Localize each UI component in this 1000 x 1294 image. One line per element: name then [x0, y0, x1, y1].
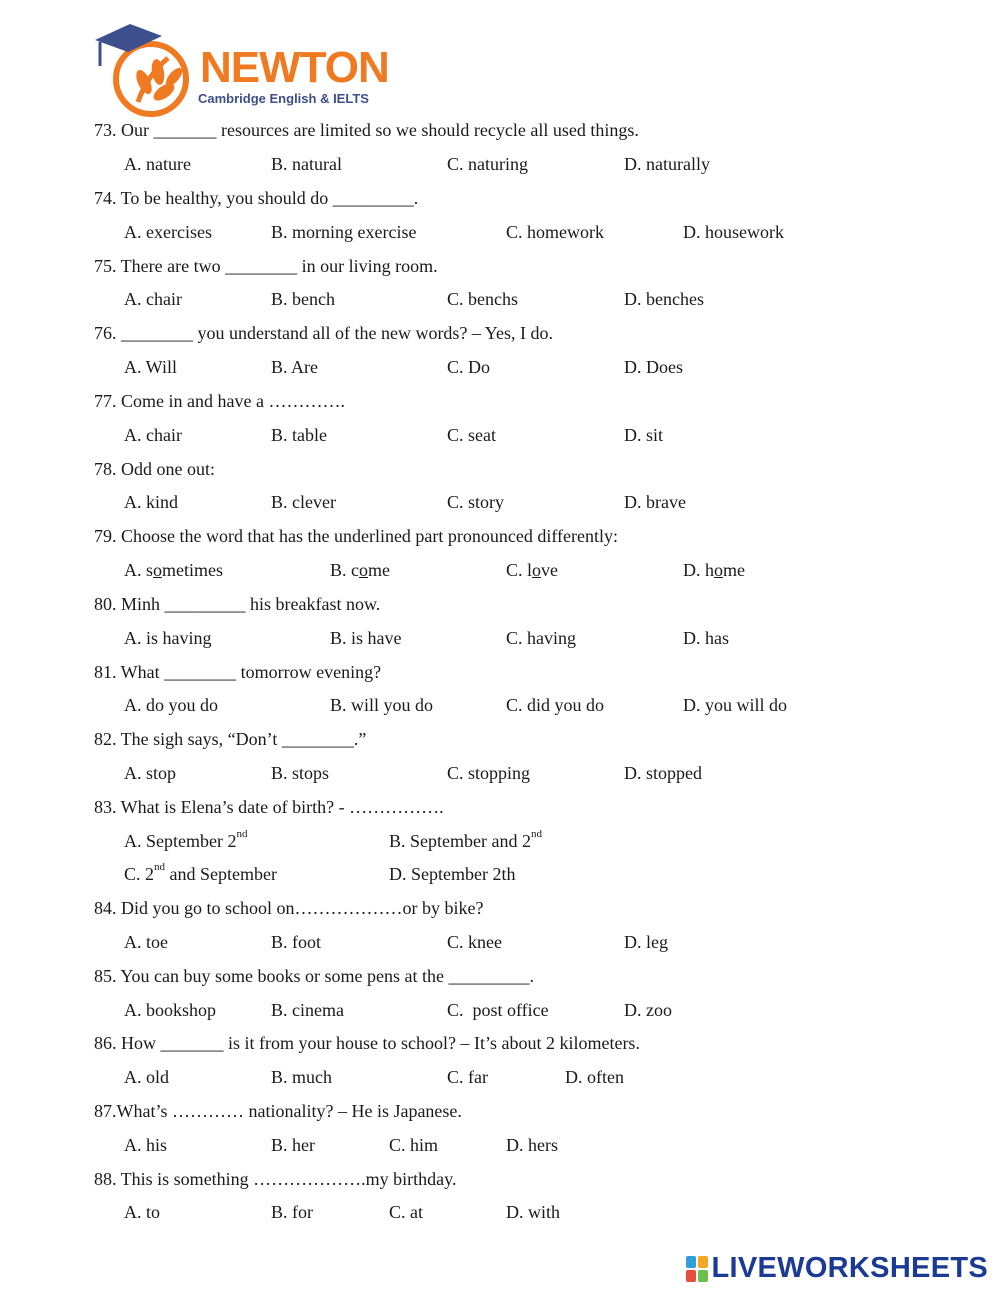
option-74-c[interactable]: C. homework	[506, 222, 604, 242]
option-73-d[interactable]: D. naturally	[624, 154, 710, 174]
question-87: 87.What’s ………… nationality? – He is Japanese.	[94, 1101, 462, 1121]
option-79-b-pre: B. c	[330, 560, 359, 580]
question-73: 73. Our _______ resources are limited so we should recycle all used things.	[94, 120, 639, 140]
option-83-a-sup: nd	[236, 828, 248, 840]
option-78-a[interactable]: A. kind	[124, 492, 178, 512]
option-82-b[interactable]: B. stops	[271, 763, 330, 783]
option-76-d[interactable]: D. Does	[624, 357, 683, 377]
option-73-a[interactable]: A. nature	[124, 154, 191, 174]
option-79-b-underlined: o	[359, 560, 368, 580]
option-75-a[interactable]: A. chair	[124, 289, 182, 309]
option-79-c-pre: C. l	[506, 560, 533, 580]
option-82-a[interactable]: A. stop	[124, 763, 177, 783]
option-79-c-post: ve	[541, 560, 559, 580]
option-88-b[interactable]: B. for	[271, 1202, 313, 1222]
option-83-c-sup: nd	[154, 861, 166, 873]
option-80-d[interactable]: D. has	[683, 628, 729, 648]
option-79-d[interactable]	[683, 561, 745, 579]
option-78-c[interactable]: C. story	[447, 492, 505, 512]
option-76-c[interactable]: C. Do	[447, 357, 491, 377]
logo-subtitle: Cambridge English & IELTS	[198, 91, 369, 106]
option-82-c[interactable]: C. stopping	[447, 763, 531, 783]
liveworksheets-text: LIVEWORKSHEETS	[711, 1252, 988, 1284]
question-78: 78. Odd one out:	[94, 459, 215, 479]
option-81-b[interactable]: B. will you do	[330, 695, 434, 715]
question-81: 81. What ________ tomorrow evening?	[94, 662, 382, 682]
option-86-b[interactable]: B. much	[271, 1067, 332, 1087]
option-75-b[interactable]: B. bench	[271, 289, 335, 309]
logo-title: NEWTON	[200, 43, 389, 92]
option-79-a[interactable]	[124, 561, 223, 579]
option-73-c[interactable]: C. naturing	[447, 154, 528, 174]
option-84-d[interactable]: D. leg	[624, 932, 668, 952]
option-85-a[interactable]: A. bookshop	[124, 1000, 217, 1020]
question-75: 75. There are two ________ in our living room.	[94, 256, 438, 276]
question-77: 77. Come in and have a ………….	[94, 391, 345, 411]
question-86: 86. How _______ is it from your house to school? – It’s about 2 kilometers.	[94, 1033, 640, 1053]
option-74-b[interactable]: B. morning exercise	[271, 222, 417, 242]
newton-emblem-icon	[92, 22, 202, 118]
newton-logo	[92, 22, 392, 118]
option-84-c[interactable]: C. knee	[447, 932, 502, 952]
option-79-d-underlined: o	[714, 560, 723, 580]
option-79-b[interactable]	[330, 561, 390, 579]
option-79-a-post: metimes	[162, 560, 224, 580]
option-82-d[interactable]: D. stopped	[624, 763, 702, 783]
option-87-c[interactable]: C. him	[389, 1135, 439, 1155]
option-77-b[interactable]: B. table	[271, 425, 327, 445]
option-79-b-post: me	[368, 560, 390, 580]
option-83-c-post: and September	[165, 864, 277, 884]
option-85-b[interactable]: B. cinema	[271, 1000, 344, 1020]
option-77-a[interactable]: A. chair	[124, 425, 182, 445]
question-83: 83. What is Elena’s date of birth? - …………….	[94, 797, 444, 817]
question-76: 76. ________ you understand all of the new words? – Yes, I do.	[94, 323, 553, 343]
option-79-d-pre: D. h	[683, 560, 714, 580]
question-84: 84. Did you go to school on………………or by bike?	[94, 898, 484, 918]
question-88: 88. This is something ……………….my birthday.	[94, 1169, 457, 1189]
option-83-c-text: C. 2	[124, 864, 155, 884]
option-84-b[interactable]: B. foot	[271, 932, 322, 952]
option-75-d[interactable]: D. benches	[624, 289, 704, 309]
option-83-a-text: A. September 2	[124, 831, 237, 851]
question-80: 80. Minh _________ his breakfast now.	[94, 594, 381, 614]
option-79-c[interactable]	[506, 561, 558, 579]
option-74-a[interactable]: A. exercises	[124, 222, 212, 242]
option-83-b-text: B. September and 2	[389, 831, 531, 851]
option-73-b[interactable]: B. natural	[271, 154, 342, 174]
option-78-b[interactable]: B. clever	[271, 492, 336, 512]
question-79: 79. Choose the word that has the underlined part pronounced differently:	[94, 526, 619, 546]
option-83-a[interactable]	[124, 828, 248, 851]
option-83-d[interactable]	[389, 865, 515, 883]
option-79-c-underlined: o	[532, 560, 542, 580]
option-76-b[interactable]: B. Are	[271, 357, 318, 377]
option-87-d[interactable]: D. hers	[506, 1135, 558, 1155]
option-88-d[interactable]: D. with	[506, 1202, 560, 1222]
option-78-d[interactable]: D. brave	[624, 492, 686, 512]
option-86-d[interactable]: D. often	[565, 1067, 624, 1087]
option-83-b[interactable]	[389, 828, 542, 851]
liveworksheets-icon	[686, 1256, 708, 1282]
question-82: 82. The sigh says, “Don’t ________.”	[94, 729, 367, 749]
option-80-a[interactable]: A. is having	[124, 628, 212, 648]
option-83-c[interactable]	[124, 861, 277, 884]
option-79-d-post: me	[723, 560, 745, 580]
option-88-a[interactable]: A. to	[124, 1202, 160, 1222]
option-81-d[interactable]: D. you will do	[683, 695, 788, 715]
option-83-b-sup: nd	[530, 828, 542, 840]
question-74: 74. To be healthy, you should do _________.	[94, 188, 419, 208]
liveworksheets-watermark[interactable]	[686, 1254, 989, 1283]
option-76-a[interactable]: A. Will	[124, 357, 177, 377]
option-86-a[interactable]: A. old	[124, 1067, 169, 1087]
option-77-d[interactable]: D. sit	[624, 425, 664, 445]
option-79-a-underlined: o	[153, 560, 163, 580]
option-74-d[interactable]: D. housework	[683, 222, 784, 242]
option-87-a[interactable]: A. his	[124, 1135, 168, 1155]
option-79-a-pre: A. s	[124, 560, 154, 580]
option-88-c[interactable]: C. at	[389, 1202, 423, 1222]
option-85-d[interactable]: D. zoo	[624, 1000, 672, 1020]
option-80-b[interactable]: B. is have	[330, 628, 402, 648]
option-81-a[interactable]: A. do you do	[124, 695, 218, 715]
option-75-c[interactable]: C. benchs	[447, 289, 518, 309]
option-81-c[interactable]: C. did you do	[506, 695, 605, 715]
option-87-b[interactable]: B. her	[271, 1135, 315, 1155]
option-85-c[interactable]: C. post office	[447, 1000, 549, 1020]
option-86-c[interactable]: C. far	[447, 1067, 488, 1087]
option-77-c[interactable]: C. seat	[447, 425, 496, 445]
option-84-a[interactable]: A. toe	[124, 932, 168, 952]
option-80-c[interactable]: C. having	[506, 628, 576, 648]
option-83-d-text: D. September 2th	[389, 864, 516, 884]
question-85: 85. You can buy some books or some pens at the _________.	[94, 966, 534, 986]
